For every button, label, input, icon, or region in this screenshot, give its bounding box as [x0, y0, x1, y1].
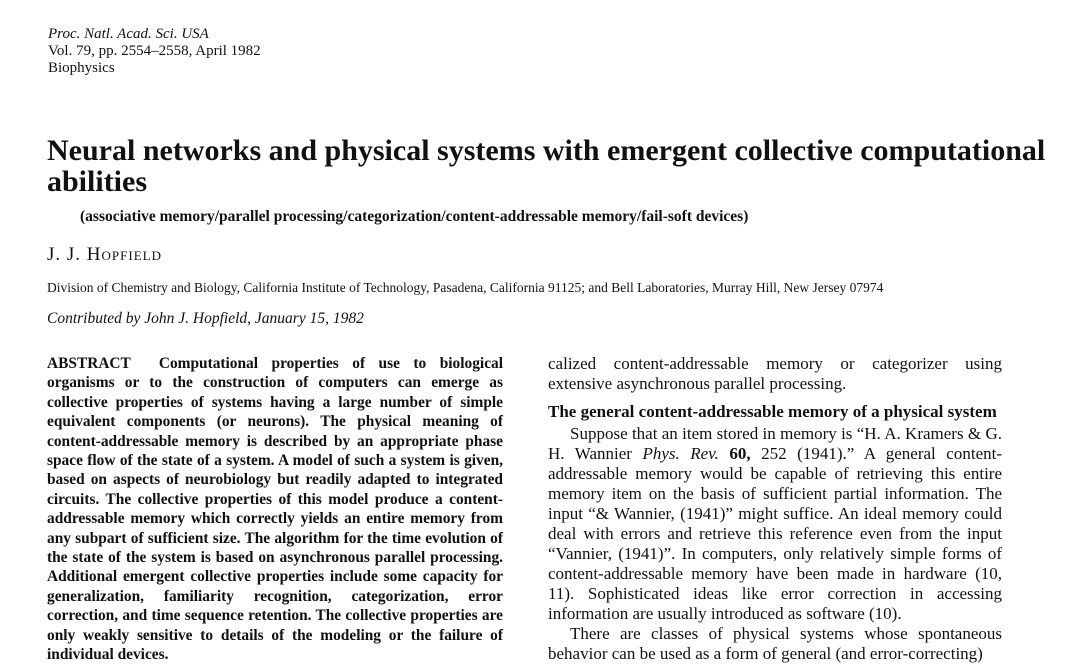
contributed-line: Contributed by John J. Hopfield, January 15, 1982 [47, 310, 364, 327]
continuation-text: calized content-addressable memory or categorizer using extensive asynchronous parallel processing. [548, 354, 1002, 393]
reference-journal: Phys. Rev. [642, 444, 719, 463]
abstract-column [47, 354, 503, 665]
right-column [548, 354, 1002, 664]
abstract-text: Computational properties of use to biological organisms or to the construction of computers can emerge as collective properties of systems having a large number of simple equivalent components (or neurons). The physical meaning of content-addressable memory is described by an appropriate phase space flow of the state of a system. A model of such a system is given, based on aspects of neurobiology but readily adapted to integrated circuits. The collective properties of this model produce a content-addressable memory which correctly yields an entire memory from any subpart of sufficient size. The algorithm for the time evolution of the state of the system is based on asynchronous parallel processing. Additional emergent collective properties include some capacity for generalization, familiarity recognition, categorization, error correction, and time sequence retention. The collective properties are only weakly sensitive to details of the modeling or the failure of individual devices. [47, 355, 503, 664]
keywords: (associative memory/parallel processing/categorization/content-addressable memory/fail-soft devices) [80, 208, 749, 225]
para1-part2: 252 (1941).” A general content-addressable memory would be capable of retrieving this entire memory item on the basis of sufficient partial information. The input “& Wannier, (1941)” might suffice. An ideal memory could deal with errors and retrieve this reference even from the input “Vannier, (1941)”. In computers, only relatively simple forms of content-addressable memory have been made in hardware (10, 11). Sophisticated ideas like error correction in accessing information are usually introduced as software (10). [548, 444, 1003, 623]
paper-title: Neural networks and physical systems with emergent collective computational abilities [47, 134, 1046, 198]
abstract-label: ABSTRACT [47, 355, 131, 372]
journal-name: Proc. Natl. Acad. Sci. USA [48, 26, 209, 42]
section-label: Biophysics [48, 60, 115, 76]
author-name: J. J. Hopfield [47, 244, 162, 265]
affiliation: Division of Chemistry and Biology, California Institute of Technology, Pasadena, California 91125; and Bell Laboratories, Murray Hill, New Jersey 07974 [47, 280, 884, 295]
section-heading: The general content-addressable memory of a physical system [548, 402, 997, 421]
body-paragraph-2: There are classes of physical systems whose spontaneous behavior can be used as a form of general (and error-correcting) [548, 624, 1002, 663]
volume-info: Vol. 79, pp. 2554–2558, April 1982 [48, 43, 261, 59]
reference-volume: 60, [729, 444, 751, 463]
journal-header [48, 26, 261, 77]
para1-part1: Suppose that an item stored in memory is “H. A. Kramers & G. H. Wannier [548, 424, 1002, 463]
body-paragraph-1 [548, 424, 1002, 624]
